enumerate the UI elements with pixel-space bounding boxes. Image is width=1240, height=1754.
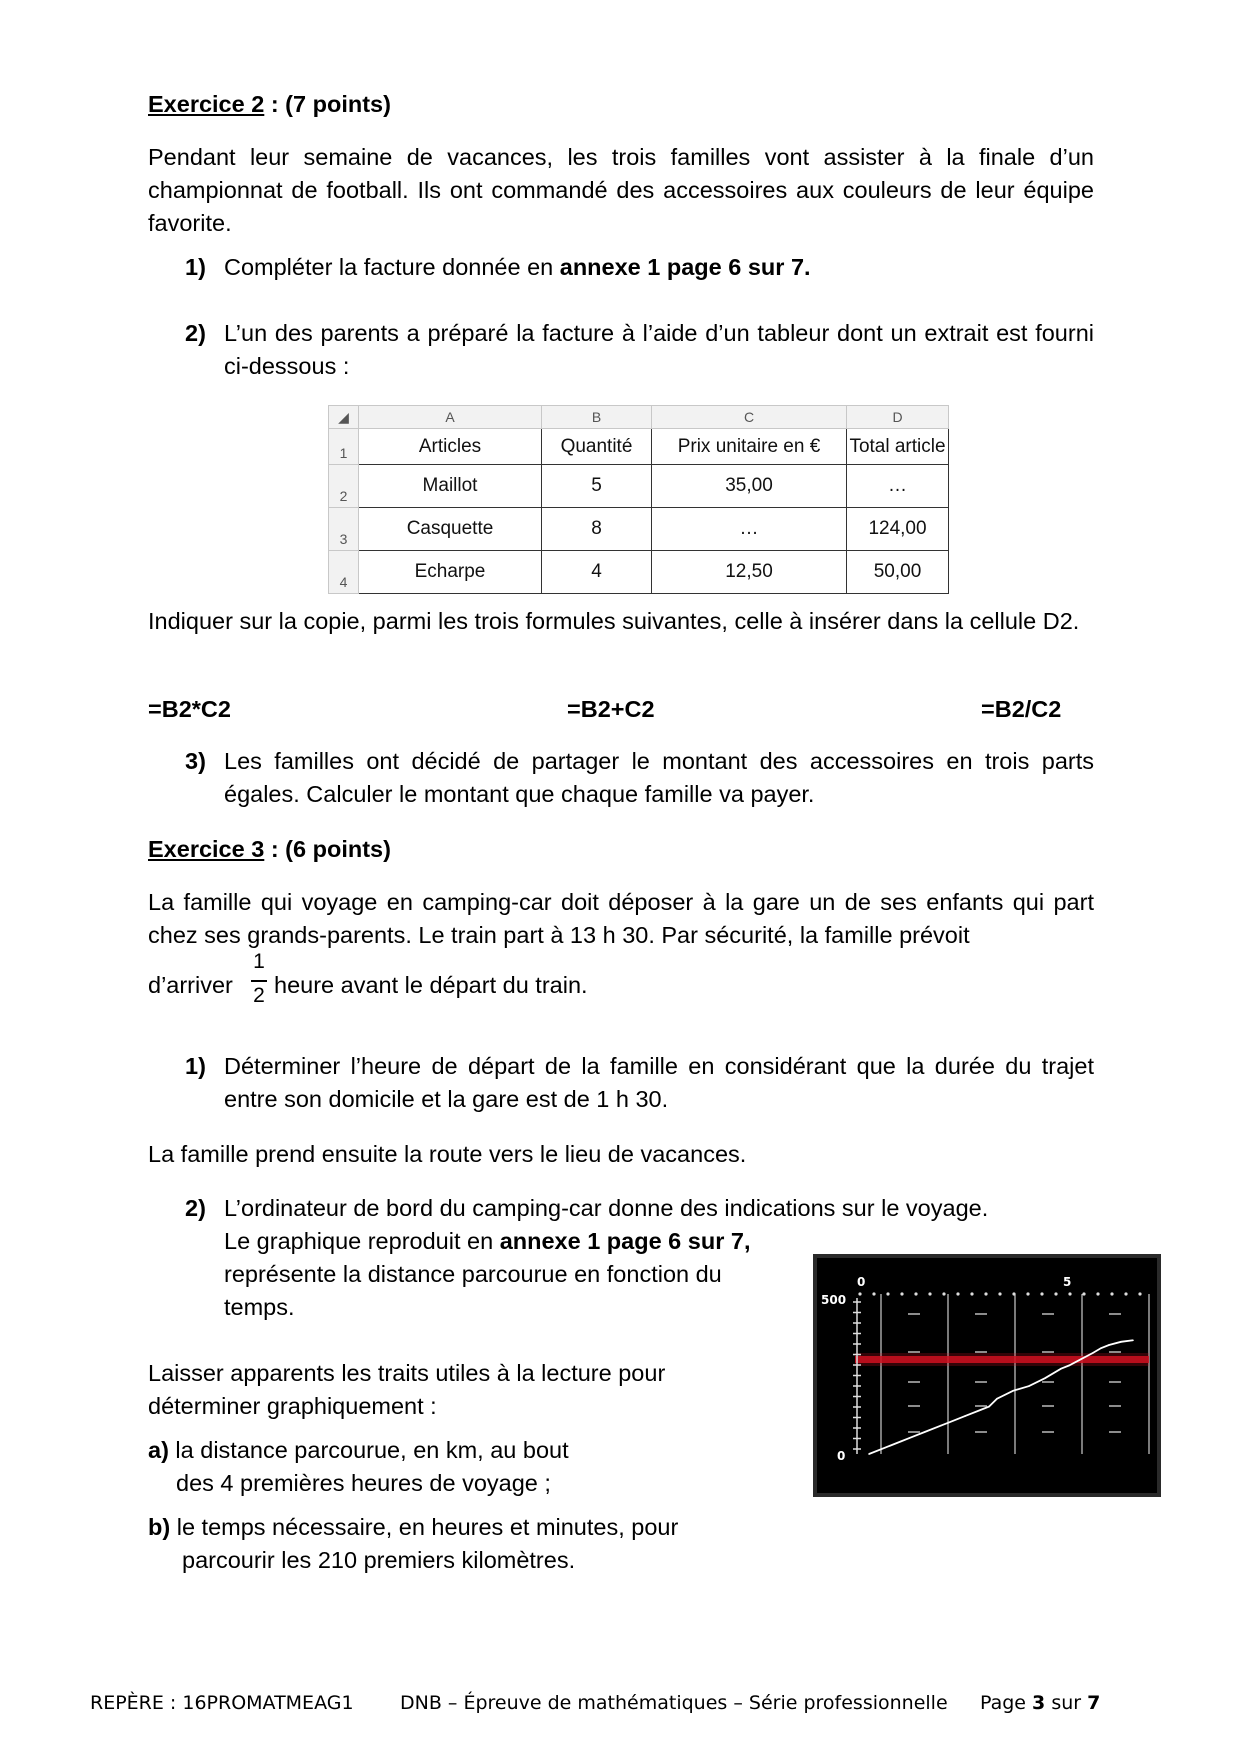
data-point xyxy=(900,1441,902,1443)
exercise2-q1-text: Compléter la facture donnée en xyxy=(224,254,560,280)
data-point xyxy=(868,1453,870,1455)
data-point xyxy=(980,1409,982,1411)
table-cell: … xyxy=(847,465,949,508)
formula-divide: =B2/C2 xyxy=(981,696,1062,722)
footer-page-number: 3 xyxy=(1032,1692,1046,1714)
top-dot xyxy=(984,1292,987,1295)
row-number: 3 xyxy=(329,508,359,551)
footer-repere: REPÈRE : 16PROMATMEAG1 xyxy=(90,1692,354,1714)
top-dot xyxy=(956,1292,959,1295)
formula-add: =B2+C2 xyxy=(567,696,655,722)
exercise2-q1-bold: annexe 1 page 6 sur 7. xyxy=(559,254,811,280)
top-dot xyxy=(1012,1292,1015,1295)
table-cell: 12,50 xyxy=(652,551,847,594)
top-dot xyxy=(1138,1292,1141,1295)
header-articles: Articles xyxy=(359,429,542,465)
arrive-prefix: d’arriver xyxy=(148,972,233,998)
top-dot xyxy=(1082,1292,1085,1295)
exercise2-q3-number: 3) xyxy=(185,748,206,774)
exercise3-q1-text: Déterminer l’heure de départ de la famille en considérant que la durée du trajet entre son domicile et la gare est de 1 h 30. xyxy=(224,1053,1094,1112)
fraction-bar xyxy=(251,980,267,982)
top-dot xyxy=(1068,1292,1071,1295)
spreadsheet xyxy=(328,405,948,590)
exercise3-q2-line2-prefix: Le graphique reproduit en xyxy=(224,1228,500,1254)
distance-time-chart xyxy=(813,1254,1161,1497)
exercise2-q1 xyxy=(224,251,1094,284)
item-a-label: a) xyxy=(148,1437,169,1463)
arrive-suffix: heure avant le départ du train. xyxy=(274,972,588,998)
exercise2-q2-text: L’un des parents a préparé la facture à l’aide d’un tableur dont un extrait est fourni ci-dessous : xyxy=(224,320,1094,379)
data-point xyxy=(924,1431,926,1433)
top-dot xyxy=(1040,1292,1043,1295)
data-point xyxy=(964,1415,966,1417)
top-dot xyxy=(942,1292,945,1295)
exercise2-q3-text: Les familles ont décidé de partager le montant des accessoires en trois parts égales. Calculer le montant que chaque famille va payer. xyxy=(224,748,1094,807)
data-point xyxy=(884,1447,886,1449)
item-b-text-line2: parcourir les 210 premiers kilomètres. xyxy=(182,1547,576,1573)
table-cell: … xyxy=(652,508,847,551)
exercise3-q1-number: 1) xyxy=(185,1053,206,1079)
y-tick-label: 500 xyxy=(821,1293,847,1307)
footer-page-prefix: Page xyxy=(980,1692,1033,1714)
item-b-label: b) xyxy=(148,1514,171,1540)
column-letter-c: C xyxy=(652,406,847,429)
footer-title: DNB – Épreuve de mathématiques – Série professionnelle xyxy=(400,1692,948,1714)
top-dot xyxy=(1026,1292,1029,1295)
red-band-glow xyxy=(855,1353,1149,1366)
footer-page xyxy=(980,1692,1100,1714)
table-cell: 4 xyxy=(542,551,652,594)
top-dot xyxy=(858,1292,861,1295)
data-point xyxy=(940,1425,942,1427)
fraction-numerator: 1 xyxy=(253,950,265,973)
exercise2-indicate-text: Indiquer sur la copie, parmi les trois formules suivantes, celle à insérer dans la cellule D2. xyxy=(148,608,1080,634)
table-cell: 50,00 xyxy=(847,551,949,594)
x-tick-label: 0 xyxy=(857,1275,866,1289)
item-a-text-line2: des 4 premières heures de voyage ; xyxy=(176,1470,551,1496)
exercise2-intro: Pendant leur semaine de vacances, les trois familles vont assister à la finale d’un championnat de football. Ils ont commandé des accessoires aux couleurs de leur équipe favorite. xyxy=(148,144,1094,236)
data-point xyxy=(996,1398,998,1400)
exercise3-heading xyxy=(148,833,391,866)
top-dot xyxy=(872,1292,875,1295)
fraction-one-half xyxy=(251,950,267,1012)
item-a xyxy=(148,1434,748,1467)
route-text: La famille prend ensuite la route vers le lieu de vacances. xyxy=(148,1141,747,1167)
top-dot xyxy=(1054,1292,1057,1295)
column-letter-a: A xyxy=(359,406,542,429)
data-point xyxy=(1080,1358,1082,1360)
exercise3-heading-label: Exercice 3 xyxy=(148,836,265,862)
footer-page-total: 7 xyxy=(1087,1692,1101,1714)
data-point xyxy=(988,1406,990,1408)
top-dot xyxy=(928,1292,931,1295)
header-prix-unitaire: Prix unitaire en € xyxy=(652,429,847,465)
exercise2-heading-label: Exercice 2 xyxy=(148,91,265,117)
leave-text: Laisser apparents les traits utiles à la lecture pour déterminer graphiquement : xyxy=(148,1360,666,1419)
data-point xyxy=(908,1437,910,1439)
exercise2-q1-number: 1) xyxy=(185,254,206,280)
data-point xyxy=(1092,1352,1094,1354)
x-tick-label: 5 xyxy=(1063,1275,1072,1289)
top-dot xyxy=(900,1292,903,1295)
exercise3-q2-line2-bold: annexe 1 page 6 sur 7, xyxy=(499,1228,751,1254)
top-dot xyxy=(1110,1292,1113,1295)
column-letter-b: B xyxy=(542,406,652,429)
exercise3-intro: La famille qui voyage en camping-car doit déposer à la gare un de ses enfants qui part chez ses grands-parents. Le train part à 13 h 30. Par sécurité, la famille prévoit xyxy=(148,889,1094,948)
data-point xyxy=(1044,1377,1046,1379)
top-dot xyxy=(970,1292,973,1295)
y-tick-label: 0 xyxy=(837,1449,846,1463)
top-dot xyxy=(886,1292,889,1295)
data-point xyxy=(1028,1385,1030,1387)
table-cell: 35,00 xyxy=(652,465,847,508)
data-point xyxy=(1012,1390,1014,1392)
table-cell: 8 xyxy=(542,508,652,551)
data-point xyxy=(948,1422,950,1424)
table-cell: Maillot xyxy=(359,465,542,508)
top-dot xyxy=(1124,1292,1127,1295)
row-number: 1 xyxy=(329,429,359,465)
exercise2-heading xyxy=(148,88,391,121)
row-number: 4 xyxy=(329,551,359,594)
column-letter-d: D xyxy=(847,406,949,429)
header-quantite: Quantité xyxy=(542,429,652,465)
exercise3-q2-line3: représente la distance parcourue en fonction du temps. xyxy=(224,1261,722,1320)
table-cell: 124,00 xyxy=(847,508,949,551)
footer-page-sep: sur xyxy=(1045,1692,1088,1714)
exercise3-q2-number: 2) xyxy=(185,1195,206,1221)
item-a-text-line1: la distance parcourue, en km, au bout xyxy=(168,1437,569,1463)
header-total-article: Total article xyxy=(847,429,949,465)
exercise3-q2-line1: L’ordinateur de bord du camping-car donne des indications sur le voyage. xyxy=(224,1195,989,1221)
table-cell: 5 xyxy=(542,465,652,508)
row-number: 2 xyxy=(329,465,359,508)
fraction-denominator: 2 xyxy=(253,984,265,1007)
data-point xyxy=(1132,1339,1134,1341)
data-point xyxy=(1108,1344,1110,1346)
exercise3-heading-points: : (6 points) xyxy=(264,836,391,862)
formula-multiply: =B2*C2 xyxy=(148,696,231,722)
data-point xyxy=(1068,1365,1070,1367)
table-cell: Casquette xyxy=(359,508,542,551)
exercise2-q2-number: 2) xyxy=(185,320,206,346)
exercise3-q2-line2 xyxy=(224,1225,750,1258)
top-dot xyxy=(1096,1292,1099,1295)
data-point xyxy=(1060,1368,1062,1370)
table-cell: Echarpe xyxy=(359,551,542,594)
item-b-text-line1: le temps nécessaire, en heures et minutes, pour xyxy=(170,1514,679,1540)
data-point xyxy=(1100,1347,1102,1349)
item-b xyxy=(148,1511,748,1544)
top-dot xyxy=(998,1292,1001,1295)
spreadsheet-corner: ◢ xyxy=(329,406,359,429)
data-point xyxy=(1120,1341,1122,1343)
exercise2-heading-points: : (7 points) xyxy=(264,91,391,117)
top-dot xyxy=(914,1292,917,1295)
